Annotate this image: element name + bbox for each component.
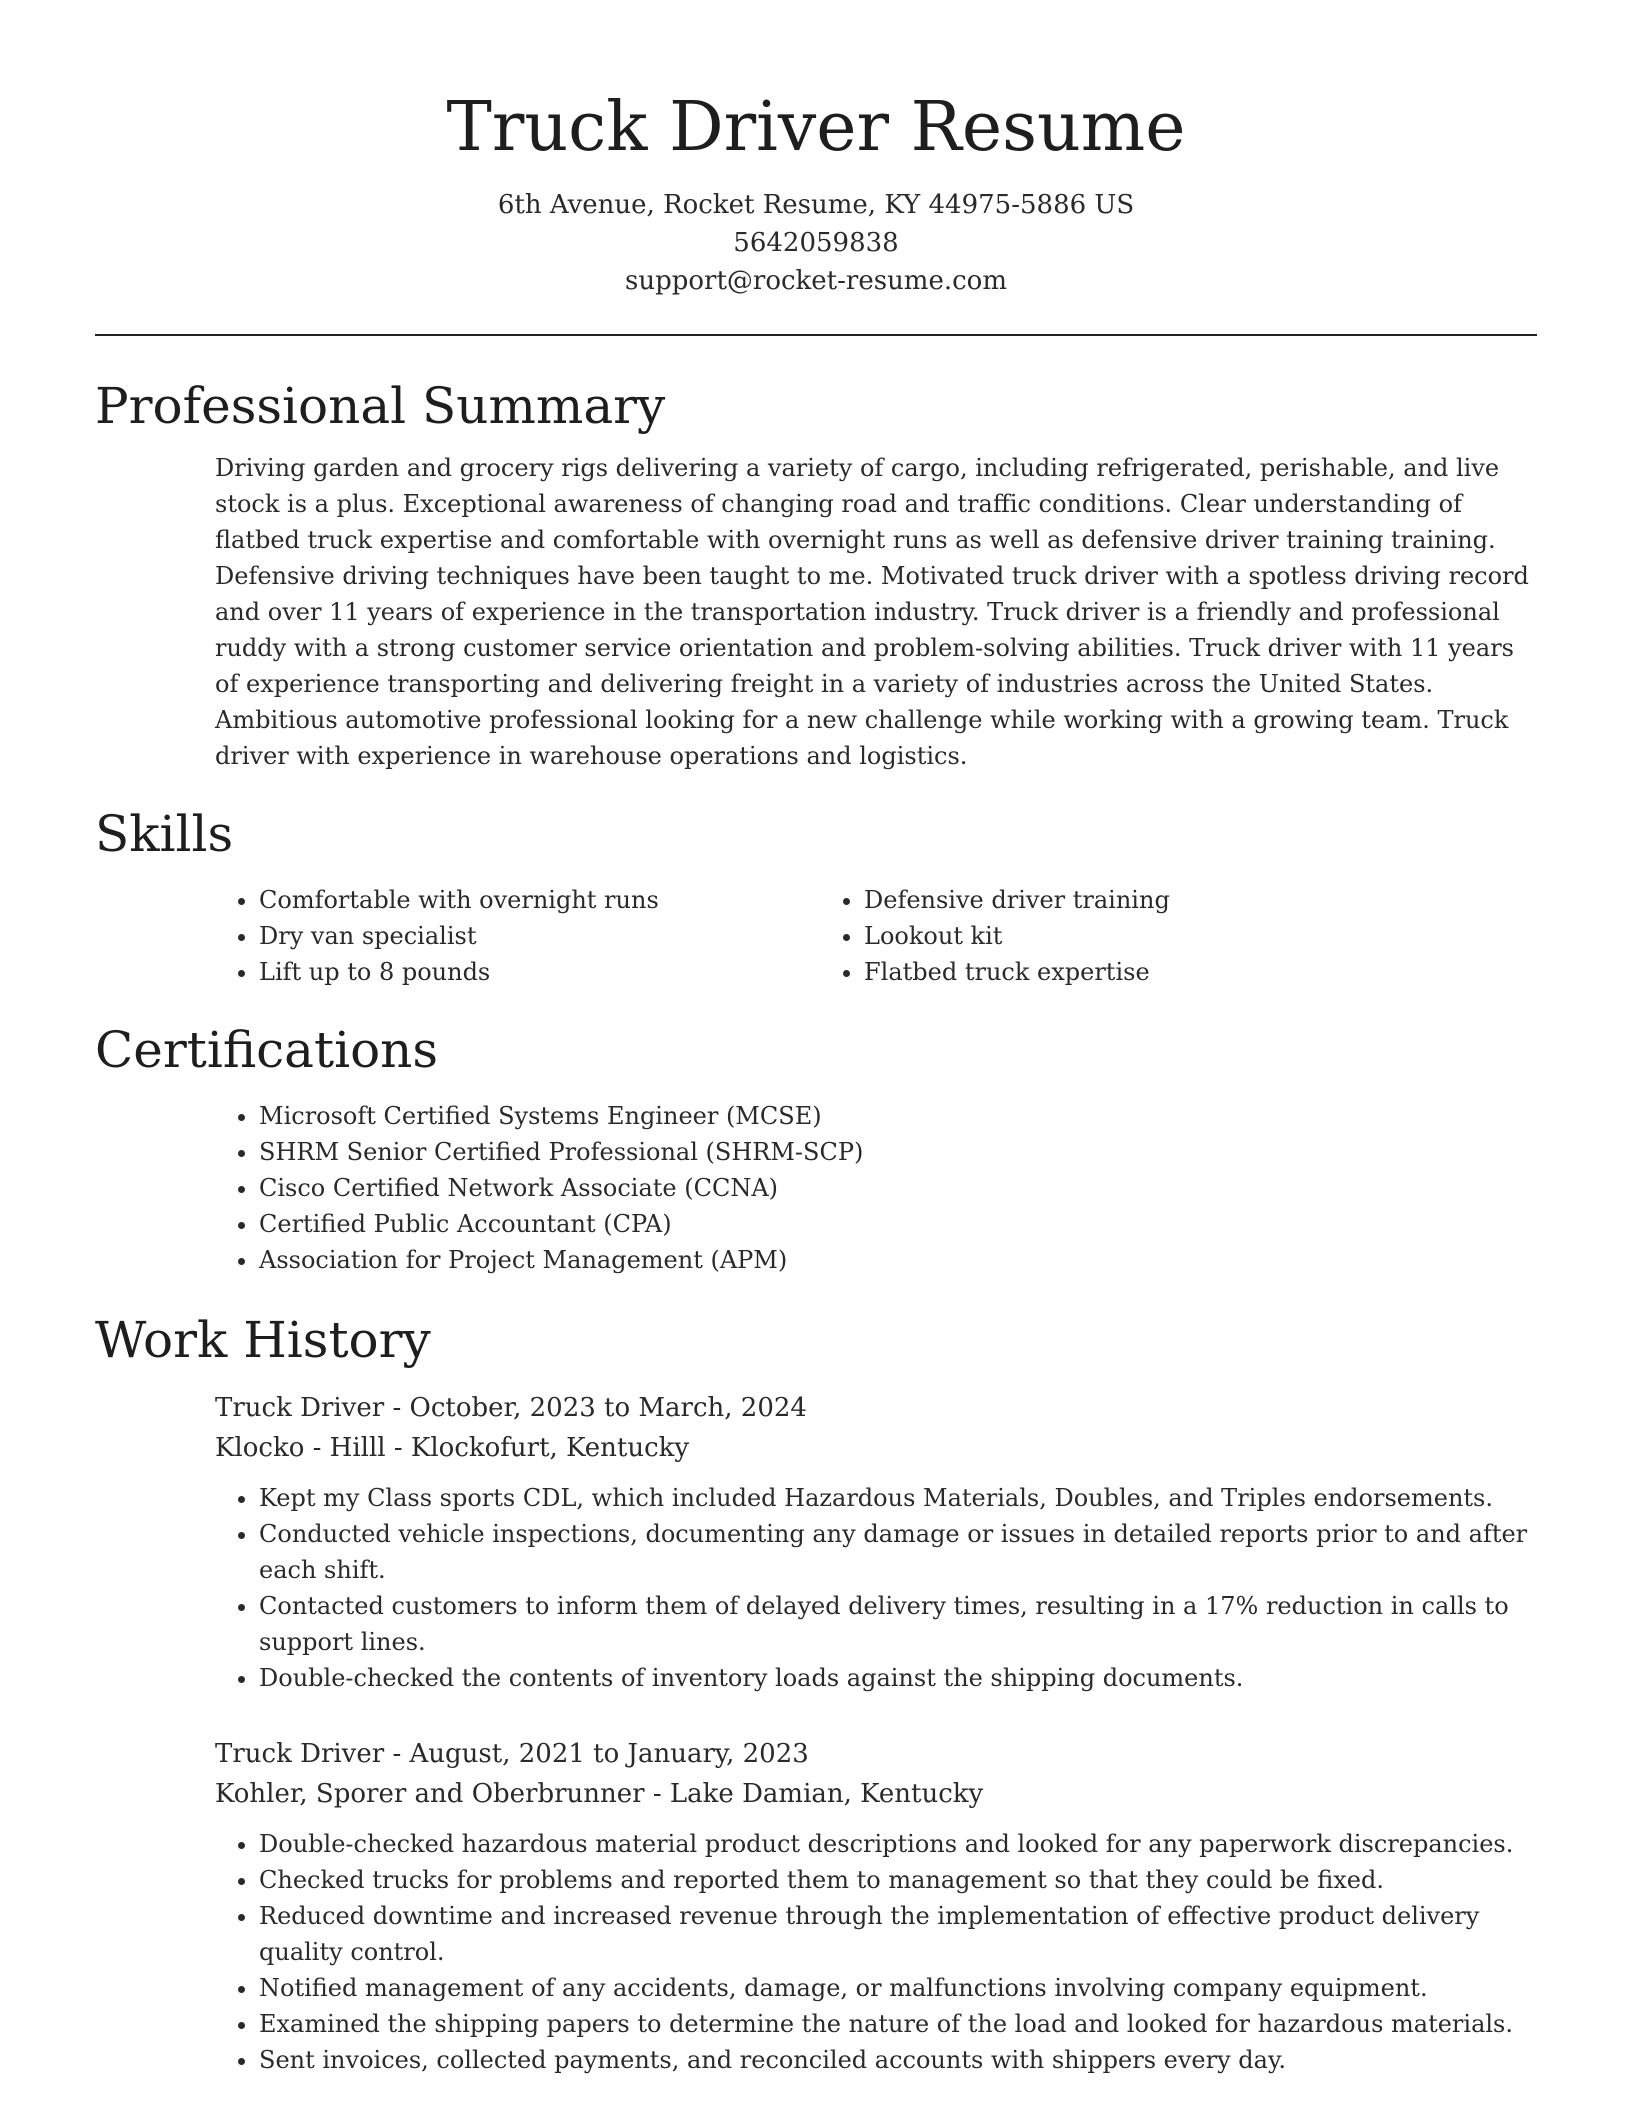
certification-item: • SHRM Senior Certified Professional (SHRM-SCP) bbox=[259, 1134, 1537, 1170]
skill-item: • Comfortable with overnight runs bbox=[259, 882, 820, 918]
job-duty-item: • Reduced downtime and increased revenue through the implementation of effective product delivery quality control. bbox=[259, 1898, 1537, 1970]
job-title-dates: Truck Driver - August, 2021 to January, 2023 bbox=[215, 1739, 809, 1769]
skill-item: • Lookout kit bbox=[864, 918, 1170, 954]
job-duties-list bbox=[215, 1826, 1537, 2078]
contact-phone: 5642059838 bbox=[733, 228, 899, 258]
summary-text: Driving garden and grocery rigs delivering a variety of cargo, including refrigerated, perishable, and live stock is a plus. Exceptional awareness of changing road and traffic conditions. Clear understanding of flatbed truck expertise and comfortable with overnight runs as well as defensive driver training training. Defensive driving techniques have been taught to me. Motivated truck driver with a spotless driving record and over 11 years of experience in the transportation industry. Truck driver is a friendly and professional ruddy with a strong customer service orientation and problem-solving abilities. Truck driver with 11 years of experience transporting and delivering freight in a variety of industries across the United States. Ambitious automotive professional looking for a new challenge while working with a growing team. Truck driver with experience in warehouse operations and logistics. bbox=[215, 454, 1529, 770]
job-duty-item: • Notified management of any accidents, damage, or malfunctions involving company equipment. bbox=[259, 1970, 1537, 2006]
summary-heading: Professional Summary bbox=[95, 377, 666, 435]
job-duty-item: • Contacted customers to inform them of delayed delivery times, resulting in a 17% reduction in calls to support lines. bbox=[259, 1588, 1537, 1660]
skill-item: • Flatbed truck expertise bbox=[864, 954, 1170, 990]
job-duty-item: • Kept my Class sports CDL, which included Hazardous Materials, Doubles, and Triples endorsements. bbox=[259, 1480, 1537, 1516]
job-duty-item: • Checked trucks for problems and reported them to management so that they could be fixed. bbox=[259, 1862, 1537, 1898]
contact-email: support@rocket-resume.com bbox=[624, 266, 1007, 296]
certifications-heading: Certifications bbox=[95, 1021, 439, 1079]
skill-item: • Lift up to 8 pounds bbox=[259, 954, 820, 990]
work-history-heading: Work History bbox=[95, 1311, 431, 1369]
job-company-location: Klocko - Hilll - Klockofurt, Kentucky bbox=[215, 1433, 690, 1463]
certification-item: • Microsoft Certified Systems Engineer (MCSE) bbox=[259, 1098, 1537, 1134]
job-entry bbox=[215, 1734, 1537, 2078]
job-duty-item: • Sent invoices, collected payments, and reconciled accounts with shippers every day. bbox=[259, 2042, 1537, 2078]
skill-item: • Defensive driver training bbox=[864, 882, 1170, 918]
certification-item: • Cisco Certified Network Associate (CCNA) bbox=[259, 1170, 1537, 1206]
skill-item: • Dry van specialist bbox=[259, 918, 820, 954]
contact-address: 6th Avenue, Rocket Resume, KY 44975-5886 US bbox=[497, 190, 1135, 220]
certification-item: • Certified Public Accountant (CPA) bbox=[259, 1206, 1537, 1242]
job-duty-item: • Double-checked hazardous material product descriptions and looked for any paperwork discrepancies. bbox=[259, 1826, 1537, 1862]
job-duty-item: • Examined the shipping papers to determine the nature of the load and looked for hazardous materials. bbox=[259, 2006, 1537, 2042]
resume-title: Truck Driver Resume bbox=[446, 88, 1186, 167]
job-entry bbox=[215, 1388, 1537, 1696]
job-duty-item: • Conducted vehicle inspections, documenting any damage or issues in detailed reports prior to and after each shift. bbox=[259, 1516, 1537, 1588]
job-title-dates: Truck Driver - October, 2023 to March, 2024 bbox=[215, 1393, 807, 1423]
contact-block bbox=[95, 186, 1537, 300]
certification-item: • Association for Project Management (APM) bbox=[259, 1242, 1537, 1278]
header-divider bbox=[95, 334, 1537, 336]
job-duties-list bbox=[215, 1480, 1537, 1696]
skills-column-right bbox=[820, 882, 1170, 990]
job-duty-item: • Double-checked the contents of inventory loads against the shipping documents. bbox=[259, 1660, 1537, 1696]
job-company-location: Kohler, Sporer and Oberbrunner - Lake Damian, Kentucky bbox=[215, 1779, 984, 1809]
skills-column-left bbox=[215, 882, 820, 990]
skills-list bbox=[215, 882, 1537, 990]
certifications-list bbox=[215, 1098, 1537, 1278]
skills-heading: Skills bbox=[95, 805, 234, 863]
